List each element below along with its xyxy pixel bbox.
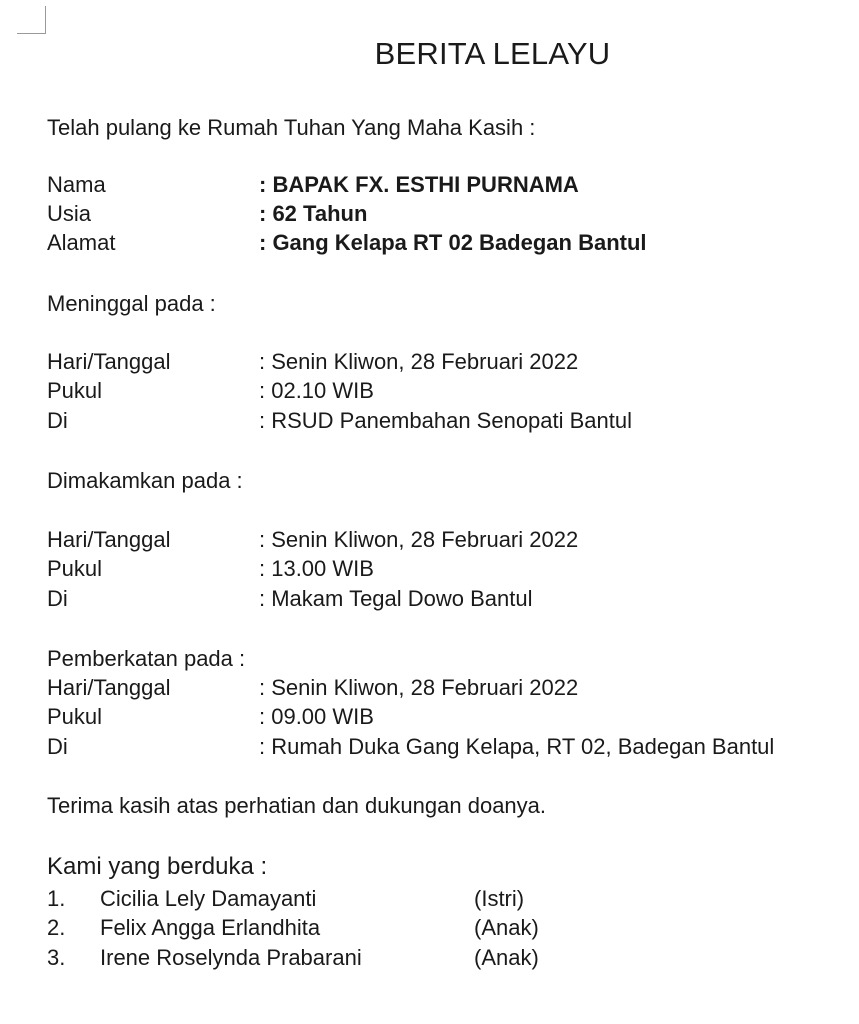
margin-mark-vertical <box>45 6 46 33</box>
death-place-label: Di <box>47 408 68 433</box>
deceased-age-value: : 62 Tahun <box>259 201 368 226</box>
death-date-value: : Senin Kliwon, 28 Februari 2022 <box>259 349 579 374</box>
mourner-relation: (Istri) <box>474 886 525 911</box>
blessing-time-value: : 09.00 WIB <box>259 704 374 729</box>
death-place-value: : RSUD Panembahan Senopati Bantul <box>259 408 633 433</box>
death-date-label: Hari/Tanggal <box>47 349 171 374</box>
mourner-number: 2. <box>47 915 66 940</box>
intro-text: Telah pulang ke Rumah Tuhan Yang Maha Kasih : <box>47 115 536 140</box>
mourner-relation: (Anak) <box>474 945 539 970</box>
blessing-place-value: : Rumah Duka Gang Kelapa, RT 02, Badegan Bantul <box>259 734 775 759</box>
mourner-name: Cicilia Lely Damayanti <box>100 886 317 911</box>
burial-heading: Dimakamkan pada : <box>47 468 243 493</box>
burial-time-label: Pukul <box>47 556 103 581</box>
burial-place-value: : Makam Tegal Dowo Bantul <box>259 586 533 611</box>
burial-date-value: : Senin Kliwon, 28 Februari 2022 <box>259 527 579 552</box>
burial-date-label: Hari/Tanggal <box>47 527 171 552</box>
deceased-address-value: : Gang Kelapa RT 02 Badegan Bantul <box>259 230 647 255</box>
document-title: BERITA LELAYU <box>374 36 611 71</box>
mourners-heading: Kami yang berduka : <box>47 853 268 880</box>
blessing-date-label: Hari/Tanggal <box>47 675 171 700</box>
deceased-name-label: Nama <box>47 172 106 197</box>
blessing-place-label: Di <box>47 734 68 759</box>
mourner-number: 3. <box>47 945 66 970</box>
blessing-date-value: : Senin Kliwon, 28 Februari 2022 <box>259 675 579 700</box>
deceased-name-value: : BAPAK FX. ESTHI PURNAMA <box>259 172 579 197</box>
page-margin-corner-mark <box>14 0 46 34</box>
death-time-label: Pukul <box>47 378 103 403</box>
mourner-number: 1. <box>47 886 66 911</box>
deceased-address-label: Alamat <box>47 230 116 255</box>
mourner-name: Irene Roselynda Prabarani <box>100 945 362 970</box>
death-heading: Meninggal pada : <box>47 291 216 316</box>
deceased-age-label: Usia <box>47 201 92 226</box>
burial-time-value: : 13.00 WIB <box>259 556 374 581</box>
thanks-text: Terima kasih atas perhatian dan dukungan doanya. <box>47 793 547 818</box>
blessing-time-label: Pukul <box>47 704 103 729</box>
blessing-heading: Pemberkatan pada : <box>47 646 246 671</box>
mourner-relation: (Anak) <box>474 915 539 940</box>
burial-place-label: Di <box>47 586 68 611</box>
mourner-name: Felix Angga Erlandhita <box>100 915 321 940</box>
death-time-value: : 02.10 WIB <box>259 378 374 403</box>
